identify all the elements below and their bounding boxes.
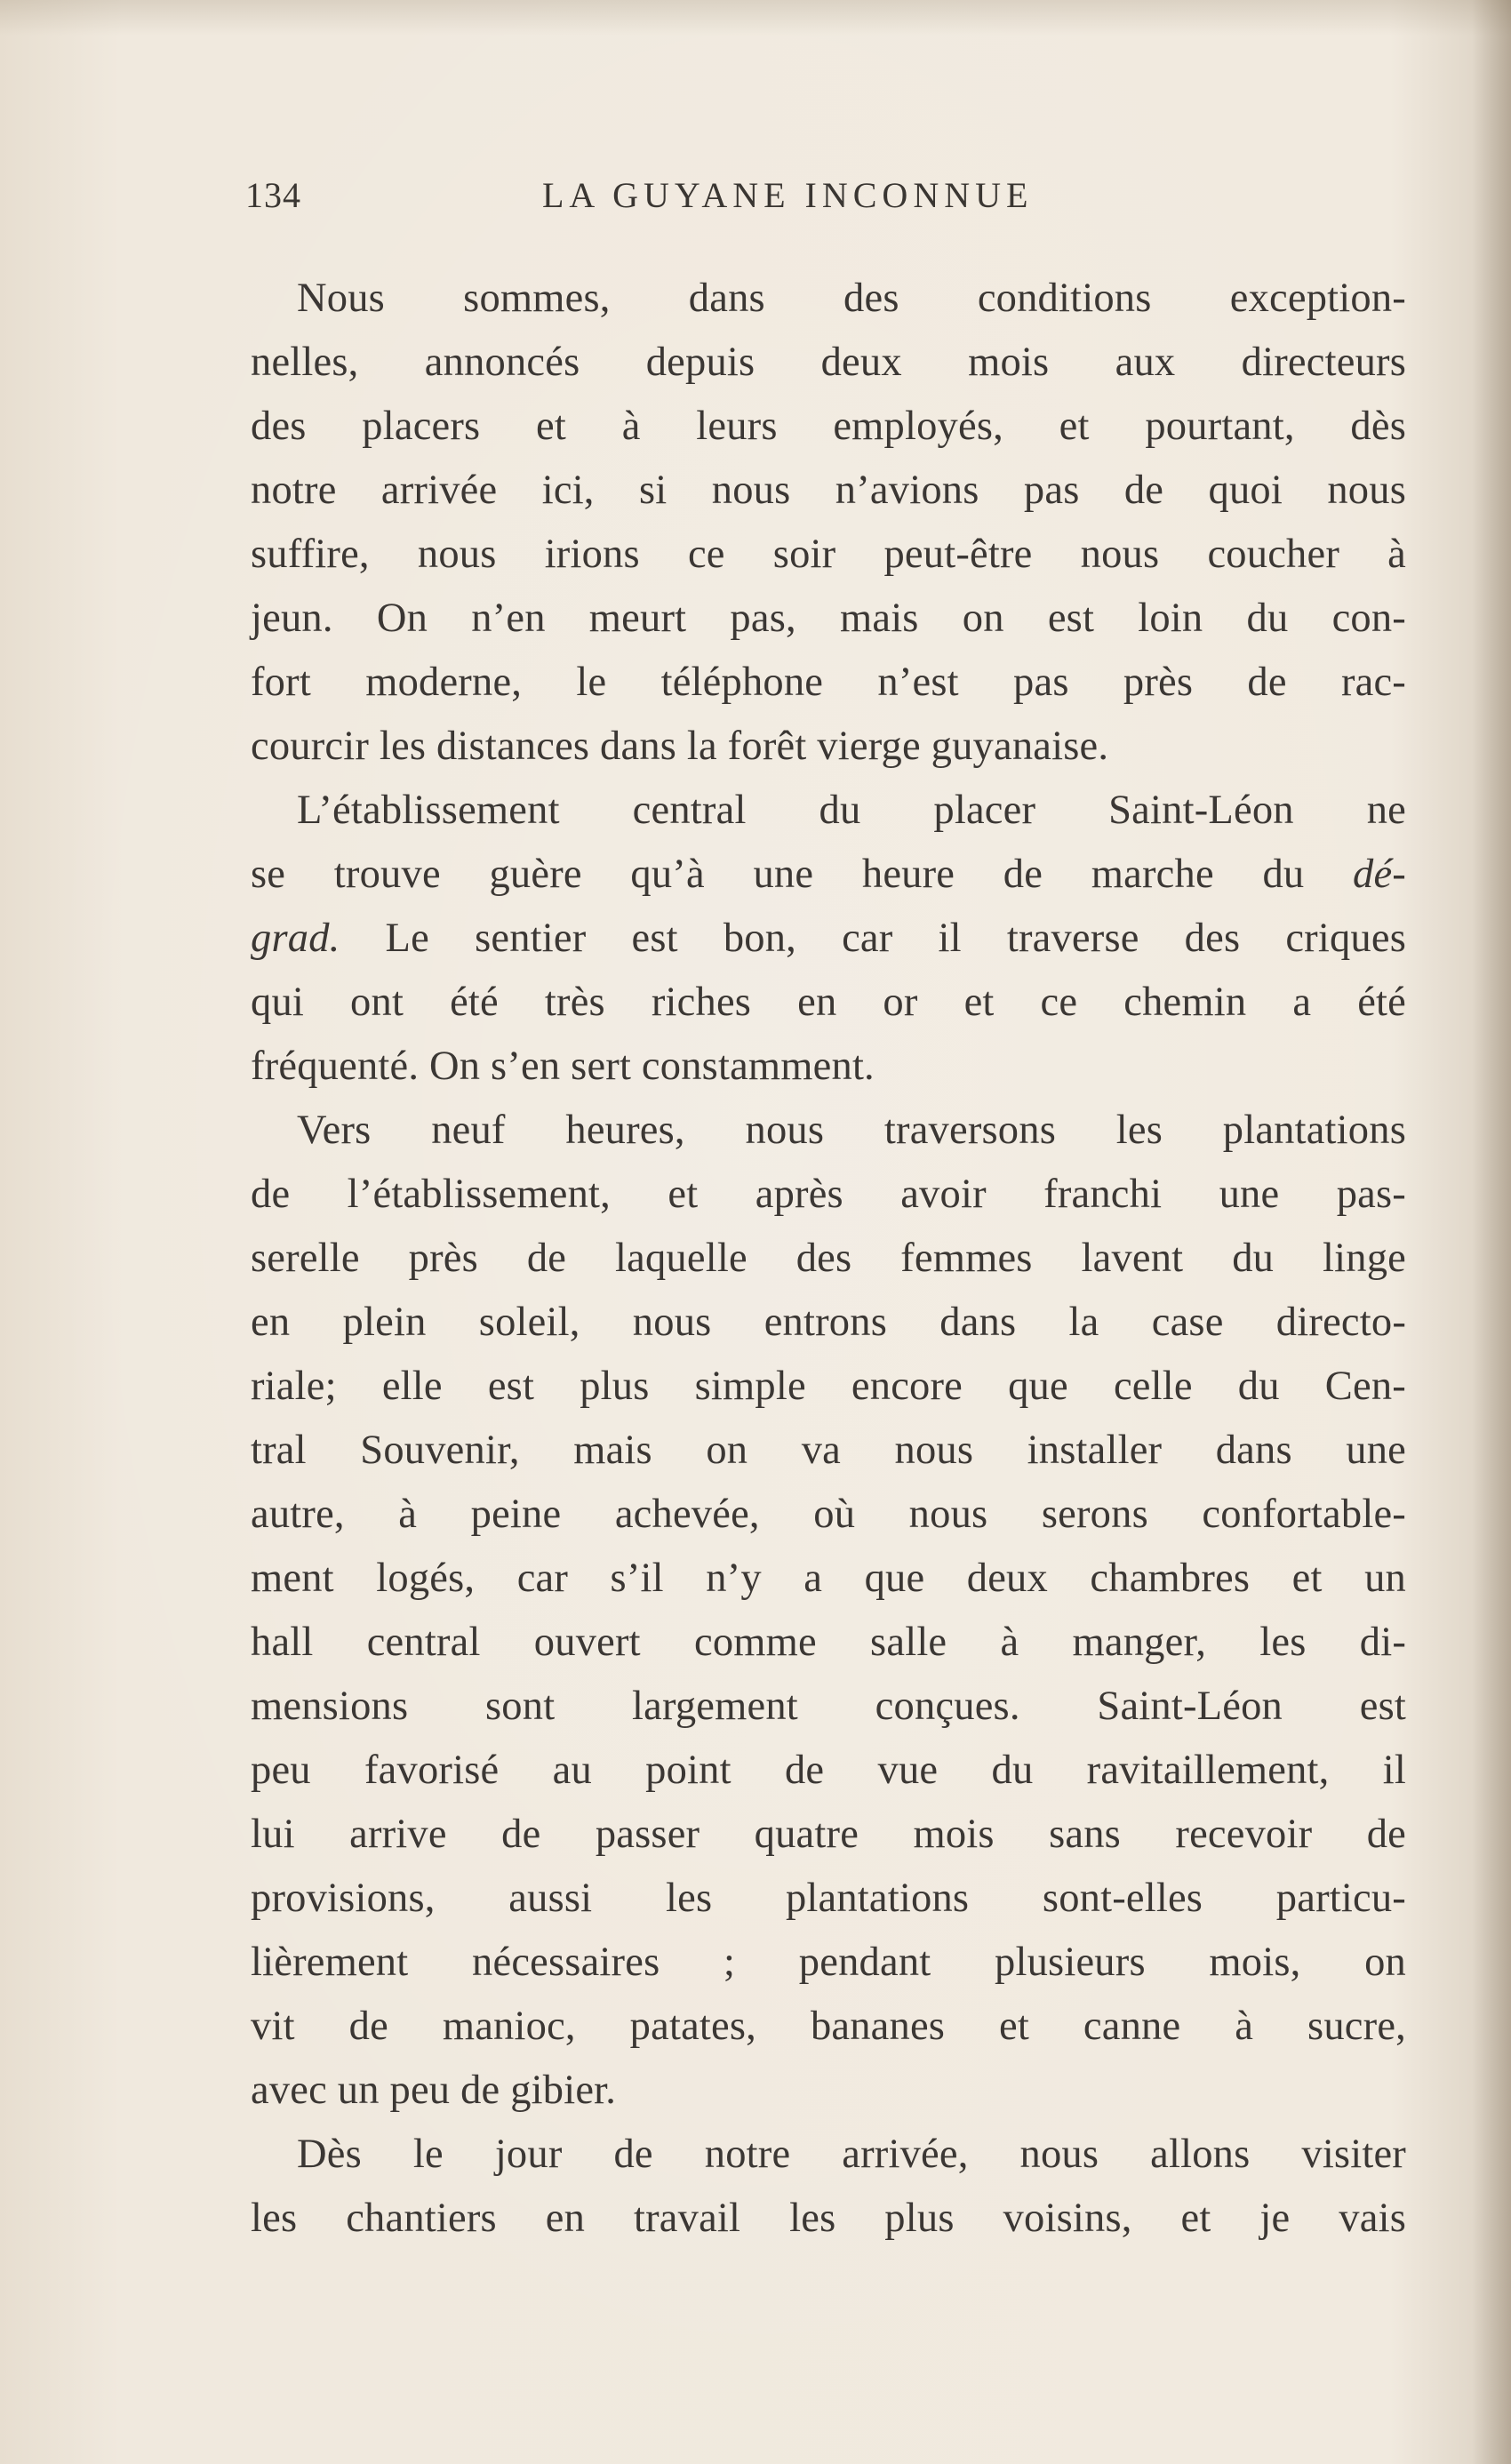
text-line: lièrement nécessaires ; pendant plusieurs mois, on [251, 1940, 1406, 1985]
text-line: serelle près de laquelle des femmes lavent du linge [251, 1236, 1406, 1281]
text-segment: se trouve guère qu’à une heure de marche du [251, 852, 1354, 897]
page-edge-shading [1472, 0, 1511, 2464]
text-line: hall central ouvert comme salle à manger, les di- [251, 1620, 1406, 1665]
italic-word: dé- [1353, 852, 1406, 897]
text-line [251, 907, 1406, 971]
text-line: des placers et à leurs employés, et pourtant, dès [251, 404, 1406, 449]
text-line: Dès le jour de notre arrivée, nous allons visiter [297, 2132, 1406, 2177]
italic-word: grad. [251, 916, 340, 961]
text-line: tral Souvenir, mais on va nous installer dans une [251, 1428, 1406, 1473]
text-line: jeun. On n’en meurt pas, mais on est loin du con- [251, 596, 1406, 641]
text-line: fort moderne, le téléphone n’est pas près de rac- [251, 660, 1406, 705]
text-line: autre, à peine achevée, où nous serons confortable- [251, 1492, 1406, 1537]
text-line: notre arrivée ici, si nous n’avions pas de quoi nous [251, 468, 1406, 513]
text-line: courcir les distances dans la forêt vierge guyanaise. [251, 724, 1109, 769]
text-line: avec un peu de gibier. [251, 2068, 617, 2113]
page-number: 134 [245, 175, 301, 215]
text-line [251, 843, 1406, 907]
page-top-shading [0, 0, 1511, 36]
body-text [251, 267, 1406, 2251]
text-line: lui arrive de passer quatre mois sans recevoir de [251, 1812, 1406, 1857]
text-line: en plein soleil, nous entrons dans la case directo- [251, 1300, 1406, 1345]
text-line: de l’établissement, et après avoir franchi une pas- [251, 1172, 1406, 1217]
page-header [245, 174, 1401, 224]
text-line: les chantiers en travail les plus voisins, et je vais [251, 2196, 1406, 2241]
text-line: nelles, annoncés depuis deux mois aux directeurs [251, 340, 1406, 385]
text-line: suffire, nous irions ce soir peut-être nous coucher à [251, 532, 1406, 577]
text-line: L’établissement central du placer Saint-Léon ne [297, 788, 1406, 833]
text-line: fréquenté. On s’en sert constamment. [251, 1044, 875, 1089]
text-line: qui ont été très riches en or et ce chemin a été [251, 980, 1406, 1025]
text-line: riale; elle est plus simple encore que celle du Cen- [251, 1364, 1406, 1409]
text-line: provisions, aussi les plantations sont-elles particu- [251, 1876, 1406, 1921]
text-line: mensions sont largement conçues. Saint-Léon est [251, 1684, 1406, 1729]
text-segment: Le sentier est bon, car il traverse des criques [340, 916, 1406, 961]
text-line: ment logés, car s’il n’y a que deux chambres et un [251, 1556, 1406, 1601]
running-title: LA GUYANE INCONNUE [542, 175, 1034, 215]
text-line: peu favorisé au point de vue du ravitaillement, il [251, 1748, 1406, 1793]
text-line: Nous sommes, dans des conditions exception- [297, 276, 1406, 321]
text-line: vit de manioc, patates, bananes et canne à sucre, [251, 2004, 1406, 2049]
text-line: Vers neuf heures, nous traversons les plantations [297, 1108, 1406, 1153]
